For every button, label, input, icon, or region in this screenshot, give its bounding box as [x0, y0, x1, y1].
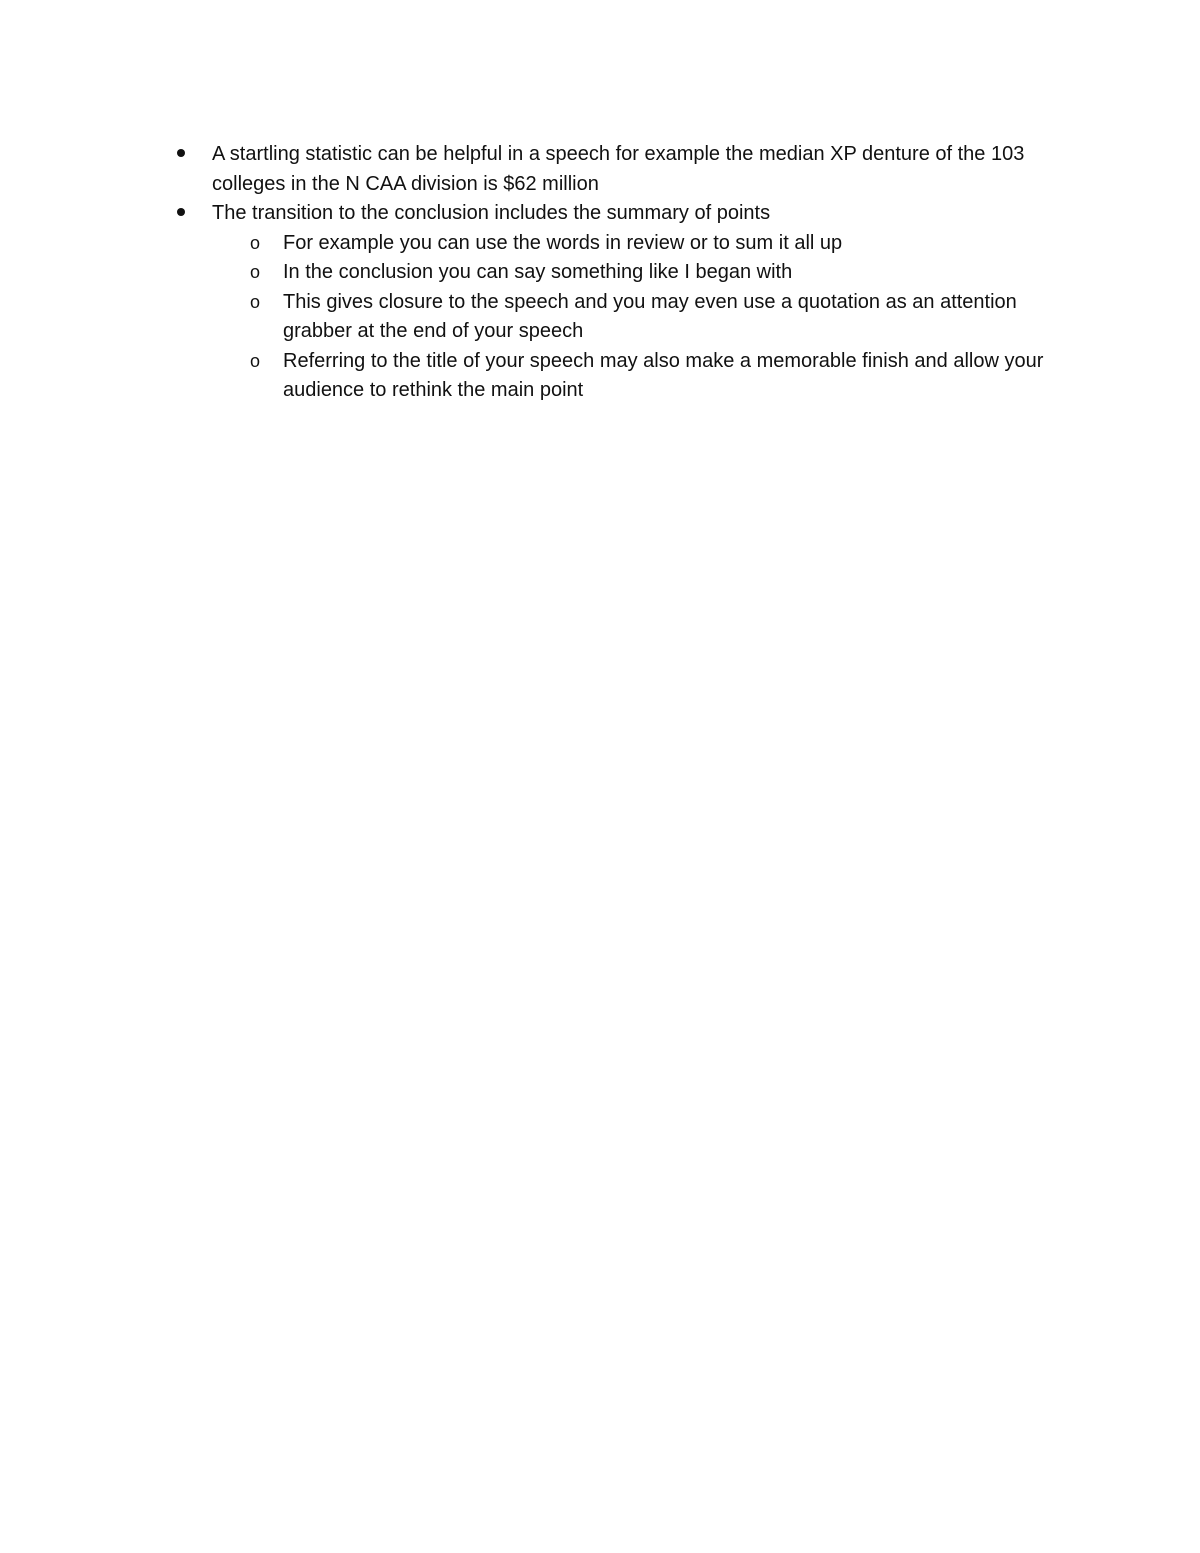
hollow-bullet-icon: o [249, 262, 260, 282]
sub-list-item [0, 229, 1200, 259]
list-item-text: A startling statistic can be helpful in a speech for example the median XP denture of the 103 colleges in the N CAA division is $62 million [212, 143, 1025, 195]
bullet-list [0, 140, 1200, 406]
sub-list-item-text: This gives closure to the speech and you may even use a quotation as an attention grabber at the end of your speech [283, 290, 1017, 342]
sub-list-item-text: Referring to the title of your speech may also make a memorable finish and allow your audience to rethink the main point [283, 349, 1044, 401]
list-item-text: The transition to the conclusion includes the summary of points [212, 202, 771, 224]
sub-list-item-text: For example you can use the words in review or to sum it all up [283, 231, 843, 254]
list-item [0, 140, 1200, 199]
hollow-bullet-icon: o [249, 232, 260, 253]
bullet-icon [174, 140, 188, 170]
sub-list-item [0, 288, 1200, 347]
sub-list-item [0, 347, 1200, 406]
hollow-bullet-icon: o [249, 350, 260, 371]
sub-list-item-text: In the conclusion you can say something like I began with [283, 261, 793, 283]
list-item [0, 199, 1200, 229]
sub-list-item [0, 258, 1200, 288]
hollow-bullet-icon: o [249, 291, 260, 312]
bullet-icon [174, 199, 188, 229]
